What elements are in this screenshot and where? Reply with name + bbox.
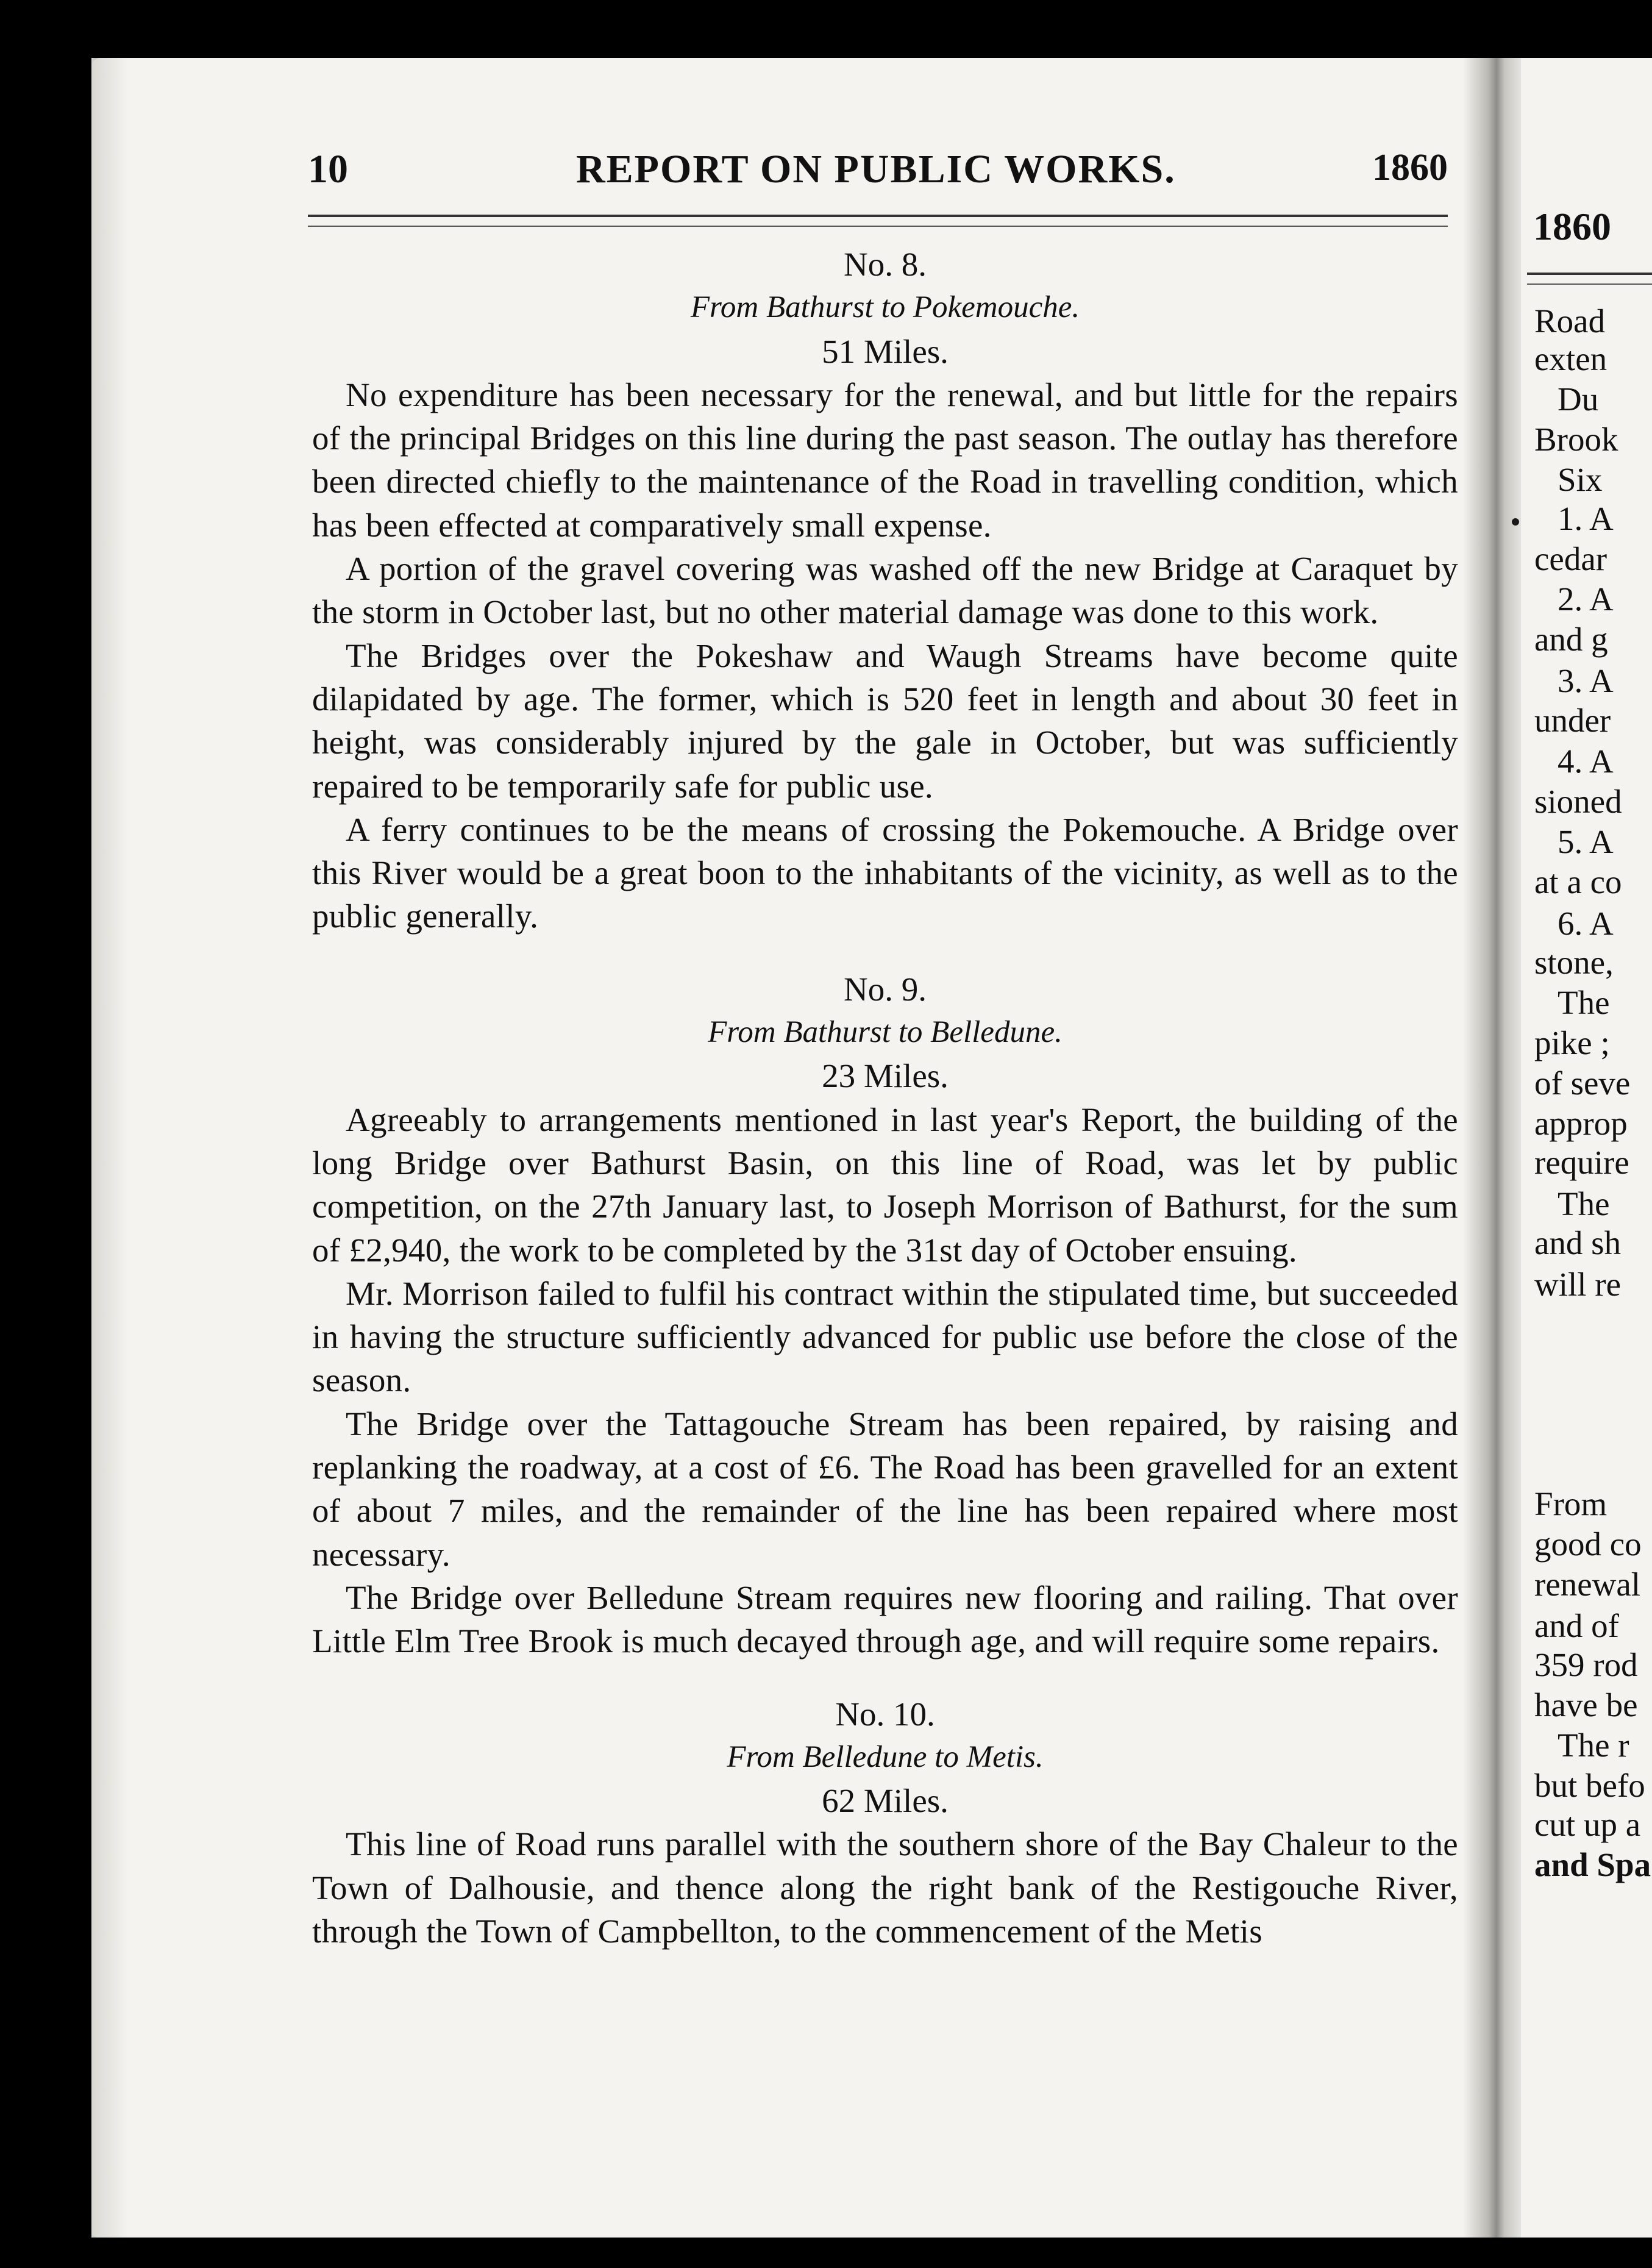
page-gutter xyxy=(1463,58,1530,2238)
right-page-line: have be xyxy=(1534,1686,1638,1724)
right-page-line: and of xyxy=(1534,1607,1619,1644)
right-page-line: will re xyxy=(1534,1266,1622,1303)
right-page-line: From xyxy=(1534,1485,1607,1522)
paragraph: Agreeably to arrangements mentioned in last year's Report, the building of the long Bridge over Bathurst Basin, on this line of Road, was let by public competition, on the 27th January last, to Joseph Morrison of Bathurst, for the sum of £2,940, the work to be completed by the 31st day of October ensuing. xyxy=(312,1100,1458,1269)
section-number: No. 10. xyxy=(835,1695,935,1733)
ink-spot xyxy=(1512,518,1519,526)
section-miles: 51 Miles. xyxy=(822,332,949,370)
right-page-line: approp xyxy=(1534,1105,1628,1142)
right-page-line: require xyxy=(1534,1144,1629,1181)
paragraph: The Bridge over Belledune Stream requires new flooring and railing. That over Little Elm Tree Brook is much decayed through age, and will require some repairs. xyxy=(312,1578,1458,1660)
right-page-rule xyxy=(1527,273,1652,285)
right-page-line: Du xyxy=(1558,380,1599,418)
paragraph: Mr. Morrison failed to fulfil his contract within the stipulated time, but succeeded in having the structure sufficiently advanced for public use before the close of the season. xyxy=(312,1274,1458,1399)
right-page xyxy=(1521,58,1652,2238)
section-number: No. 9. xyxy=(844,970,927,1008)
text-column xyxy=(312,243,1458,1953)
paragraph: A ferry continues to be the means of crossing the Pokemouche. A Bridge over this River would be a great boon to the inhabitants of the vicinity, as well as to the public generally. xyxy=(312,810,1458,935)
right-page-line: cut up a xyxy=(1534,1806,1641,1843)
right-page-line: 6. A xyxy=(1558,905,1614,942)
section-miles: 62 Miles. xyxy=(822,1782,949,1820)
right-page-line: under xyxy=(1534,702,1611,739)
header-year: 1860 xyxy=(1372,147,1448,188)
right-page-line: Six xyxy=(1558,461,1603,498)
section-route: From Bathurst to Pokemouche. xyxy=(690,290,1080,325)
page-number: 10 xyxy=(308,147,348,191)
right-page-line: 1. A xyxy=(1558,500,1614,537)
section-route: From Bathurst to Belledune. xyxy=(708,1015,1063,1050)
right-page-line: The xyxy=(1558,1185,1610,1222)
right-page-line: exten xyxy=(1534,340,1607,377)
paragraph: A portion of the gravel covering was washed off the new Bridge at Caraquet by the storm in October last, but no other material damage was done to this work. xyxy=(312,550,1458,631)
right-page-line: renewal xyxy=(1534,1566,1641,1603)
right-page-line: cedar xyxy=(1534,540,1607,577)
right-page-line: of seve xyxy=(1534,1064,1631,1102)
right-page-line: sioned xyxy=(1534,783,1622,820)
section-miles: 23 Miles. xyxy=(822,1057,949,1095)
right-page-line: and sh xyxy=(1534,1224,1622,1261)
page-title: REPORT ON PUBLIC WORKS. xyxy=(576,147,1176,191)
right-page-line: Road xyxy=(1534,302,1606,340)
right-page-line: at a co xyxy=(1534,863,1622,900)
right-page-line: and g xyxy=(1534,621,1608,658)
right-page-year: 1860 xyxy=(1533,205,1611,248)
right-page-line: 2. A xyxy=(1558,580,1614,618)
right-page-line: and Spa xyxy=(1534,1846,1651,1883)
paragraph: This line of Road runs parallel with the southern shore of the Bay Chaleur to the Town of Dalhousie, and thence along the right bank of the Restigouche River, through the Town of Campbellton, to the commencement of the Metis xyxy=(312,1825,1458,1950)
header-rule xyxy=(308,215,1448,227)
right-page-line: The r xyxy=(1558,1727,1629,1764)
right-page-line: good co xyxy=(1534,1525,1642,1563)
running-header xyxy=(308,146,1448,201)
right-page-line: 4. A xyxy=(1558,743,1614,780)
right-page-line: 5. A xyxy=(1558,823,1614,860)
section-route: From Belledune to Metis. xyxy=(727,1739,1044,1774)
section-number: No. 8. xyxy=(844,246,927,283)
right-page-line: Brook xyxy=(1534,421,1618,458)
page-edge-shadow xyxy=(91,58,128,2238)
paragraph: No expenditure has been necessary for the renewal, and but little for the repairs of the principal Bridges on this line during the past season. The outlay has therefore been directed chiefly to the maintenance of the Road in travelling condition, which has been effected at comparatively small expense. xyxy=(312,376,1458,544)
right-page-line: 359 rod xyxy=(1534,1646,1638,1683)
right-page-line: but befo xyxy=(1534,1767,1645,1804)
paragraph: The Bridge over the Tattagouche Stream has been repaired, by raising and replanking the roadway, at a cost of £6. The Road has been gravelled for an extent of about 7 miles, and the remainder of the line has been repaired where most necessary. xyxy=(312,1405,1458,1573)
right-page-line: The xyxy=(1558,984,1610,1021)
paragraph: The Bridges over the Pokeshaw and Waugh Streams have become quite dilapidated by age. The former, which is 520 feet in length and about 30 feet in height, was considerably injured by the gale in October, but was sufficiently repaired to be temporarily safe for public use. xyxy=(312,637,1458,805)
right-page-line: pike ; xyxy=(1534,1024,1610,1061)
right-page-line: 3. A xyxy=(1558,662,1614,699)
right-page-line: stone, xyxy=(1534,944,1614,981)
